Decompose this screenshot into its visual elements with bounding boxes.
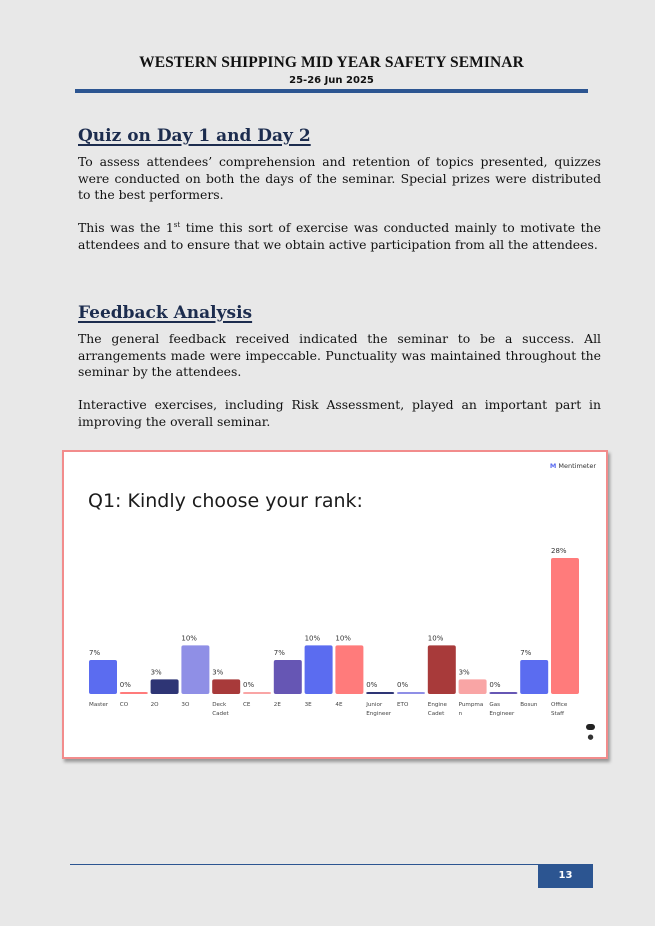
chart-title: Q1: Kindly choose your rank: (88, 490, 363, 512)
category-label: Gas (489, 702, 501, 708)
quiz-paragraph-1: To assess attendees’ comprehension and retention of topics presented, quizzes were conducted on both the days of the seminar. Special prizes were distributed to the best performers. (78, 154, 601, 202)
value-label: 10% (304, 634, 321, 643)
document-header (75, 54, 588, 86)
category-label: 3O (181, 702, 190, 708)
category-label: Engineer (366, 711, 392, 717)
category-label: 2E (273, 702, 281, 708)
category-label: Master (89, 702, 109, 708)
bar-co (120, 692, 148, 694)
category-label: CO (119, 702, 129, 708)
bar-junior-engineer (366, 692, 394, 694)
value-label: 3% (150, 668, 162, 677)
value-label: 10% (181, 634, 197, 643)
category-label: Cadet (212, 711, 229, 717)
category-label: 4E (335, 702, 343, 708)
feedback-heading: Feedback Analysis (78, 303, 253, 323)
category-label: 3E (304, 702, 312, 708)
seminar-date: 25-26 Jun 2025 (289, 75, 374, 86)
bar-4e (335, 645, 363, 694)
value-label: 0% (243, 681, 255, 689)
value-label: 0% (366, 681, 378, 689)
category-label: Engineer (489, 711, 515, 717)
value-label: 7% (89, 649, 101, 657)
rank-poll-chart (62, 450, 608, 759)
bar-deck-cadet (212, 679, 240, 694)
header-divider (75, 89, 588, 93)
bar-gas-engineer (489, 692, 517, 694)
value-label: 0% (119, 681, 131, 689)
category-label: CE (243, 702, 251, 708)
footer-divider (70, 864, 593, 865)
category-label: Staff (551, 711, 565, 717)
bar-2e (274, 660, 302, 694)
page-number: 13 (538, 864, 593, 888)
category-label: Pumpma (458, 702, 484, 708)
bar-bosun (520, 660, 548, 694)
category-label: Office (551, 702, 568, 708)
category-label: n (458, 711, 463, 717)
value-label: 10% (335, 634, 351, 643)
quiz-heading: Quiz on Day 1 and Day 2 (78, 126, 311, 146)
mentimeter-logo: M Mentimeter (549, 462, 596, 470)
seminar-title: WESTERN SHIPPING MID YEAR SAFETY SEMINAR (139, 54, 524, 71)
quiz-paragraph-2: This was the 1st time this sort of exercise was conducted mainly to motivate the attendees and to ensure that we obtain active participation from all the attendees. (78, 220, 601, 252)
bar-eto (397, 692, 425, 694)
category-label: 2O (150, 702, 159, 708)
bar-ce (243, 692, 271, 694)
value-label: 0% (489, 681, 501, 689)
bar-engine-cadet (428, 645, 456, 694)
bar-3e (305, 645, 333, 694)
feedback-paragraph-1: The general feedback received indicated the seminar to be a success. All arrangements made were impeccable. Punctuality was maintained throughout the seminar by the attendees. (78, 331, 601, 379)
bar-2o (151, 679, 179, 694)
bar-master (89, 660, 117, 694)
category-label: Junior (366, 702, 383, 708)
mentimeter-icon: M (549, 462, 557, 470)
participant-count-icon: ● (586, 730, 595, 744)
value-label: 3% (212, 668, 224, 677)
value-label: 28% (551, 547, 567, 555)
feedback-paragraph-2: Interactive exercises, including Risk Assessment, played an important part in improving the overall seminar. (78, 397, 601, 429)
category-label: Bosun (520, 702, 538, 708)
bar-pumpman (459, 679, 487, 694)
bar-3o (181, 645, 209, 694)
category-label: Deck (212, 702, 227, 708)
category-label: ETO (397, 702, 409, 708)
value-label: 10% (427, 634, 444, 643)
value-label: 3% (458, 668, 470, 677)
value-label: 0% (397, 681, 409, 689)
category-label: Cadet (427, 711, 445, 717)
bar-office-staff (551, 558, 579, 694)
value-label: 7% (520, 649, 532, 657)
bar-chart (64, 452, 606, 757)
value-label: 7% (273, 649, 285, 657)
category-label: Engine (427, 702, 447, 708)
